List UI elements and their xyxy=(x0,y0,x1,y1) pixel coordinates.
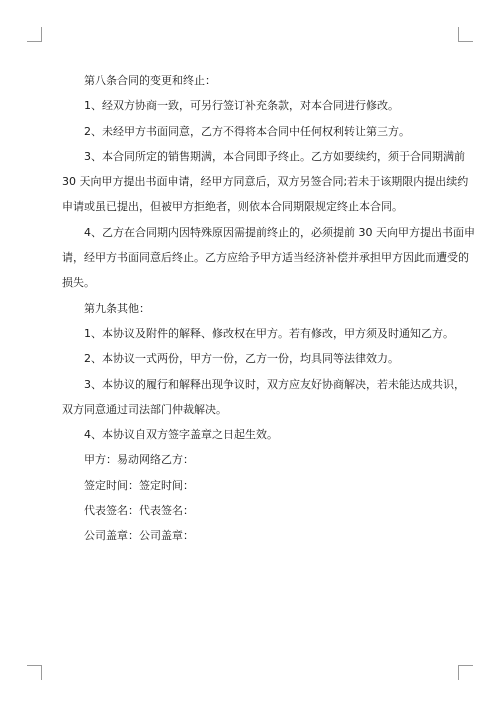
article-8-clause-3-line-2: 30 天向甲方提出书面申请，经甲方同意后，双方另签合同;若未于该期限内提出续约 xyxy=(62,175,469,189)
crop-mark-top-left xyxy=(27,27,42,42)
article-8-clause-2: 2、未经甲方书面同意，乙方不得将本合同中任何权利转让第三方。 xyxy=(84,124,410,138)
article-9-clause-1: 1、本协议及附件的解释、修改权在甲方。若有修改，甲方须及时通知乙方。 xyxy=(84,326,454,340)
article-8-clause-4-line-1: 4、乙方在合同期内因特殊原因需提前终止的，必须提前 30 天向甲方提出书面申 xyxy=(84,225,475,239)
article-9-heading: 第九条其他： xyxy=(84,301,150,315)
article-8-clause-4-line-2: 请，经甲方书面同意后终止。乙方应给予甲方适当经济补偿并承担甲方因此而遭受的 xyxy=(62,251,469,265)
article-9-clause-4: 4、本协议自双方签字盖章之日起生效。 xyxy=(84,428,278,442)
article-8-clause-1: 1、经双方协商一致，可另行签订补充条款，对本合同进行修改。 xyxy=(84,99,399,113)
article-9-clause-3-line-2: 双方同意通过司法部门仲裁解决。 xyxy=(62,402,227,416)
article-8-clause-3-line-1: 3、本合同所定的销售期满，本合同即予终止。乙方如要续约，须于合同期满前 xyxy=(84,149,465,163)
article-9-clause-3-line-1: 3、本协议的履行和解释出现争议时，双方应友好协商解决，若未能达成共识， xyxy=(84,377,465,391)
article-8-heading: 第八条合同的变更和终止： xyxy=(84,74,216,87)
signature-representative: 代表签名：代表签名： xyxy=(84,504,194,518)
article-8-clause-4-line-3: 损失。 xyxy=(62,276,95,290)
document-body xyxy=(62,68,475,549)
crop-mark-top-right xyxy=(458,27,473,42)
crop-mark-bottom-right xyxy=(458,665,473,680)
article-9-clause-2: 2、本协议一式两份，甲方一份，乙方一份，均具同等法律效力。 xyxy=(84,352,399,366)
article-8-clause-3-line-3: 申请或虽已提出，但被甲方拒绝者，则依本合同期限规定终止本合同。 xyxy=(62,200,403,214)
signature-date: 签定时间：签定时间： xyxy=(84,478,194,492)
signature-company-seal: 公司盖章：公司盖章： xyxy=(84,529,194,543)
crop-mark-bottom-left xyxy=(27,665,42,680)
signature-parties: 甲方：易动网络乙方： xyxy=(84,453,194,467)
